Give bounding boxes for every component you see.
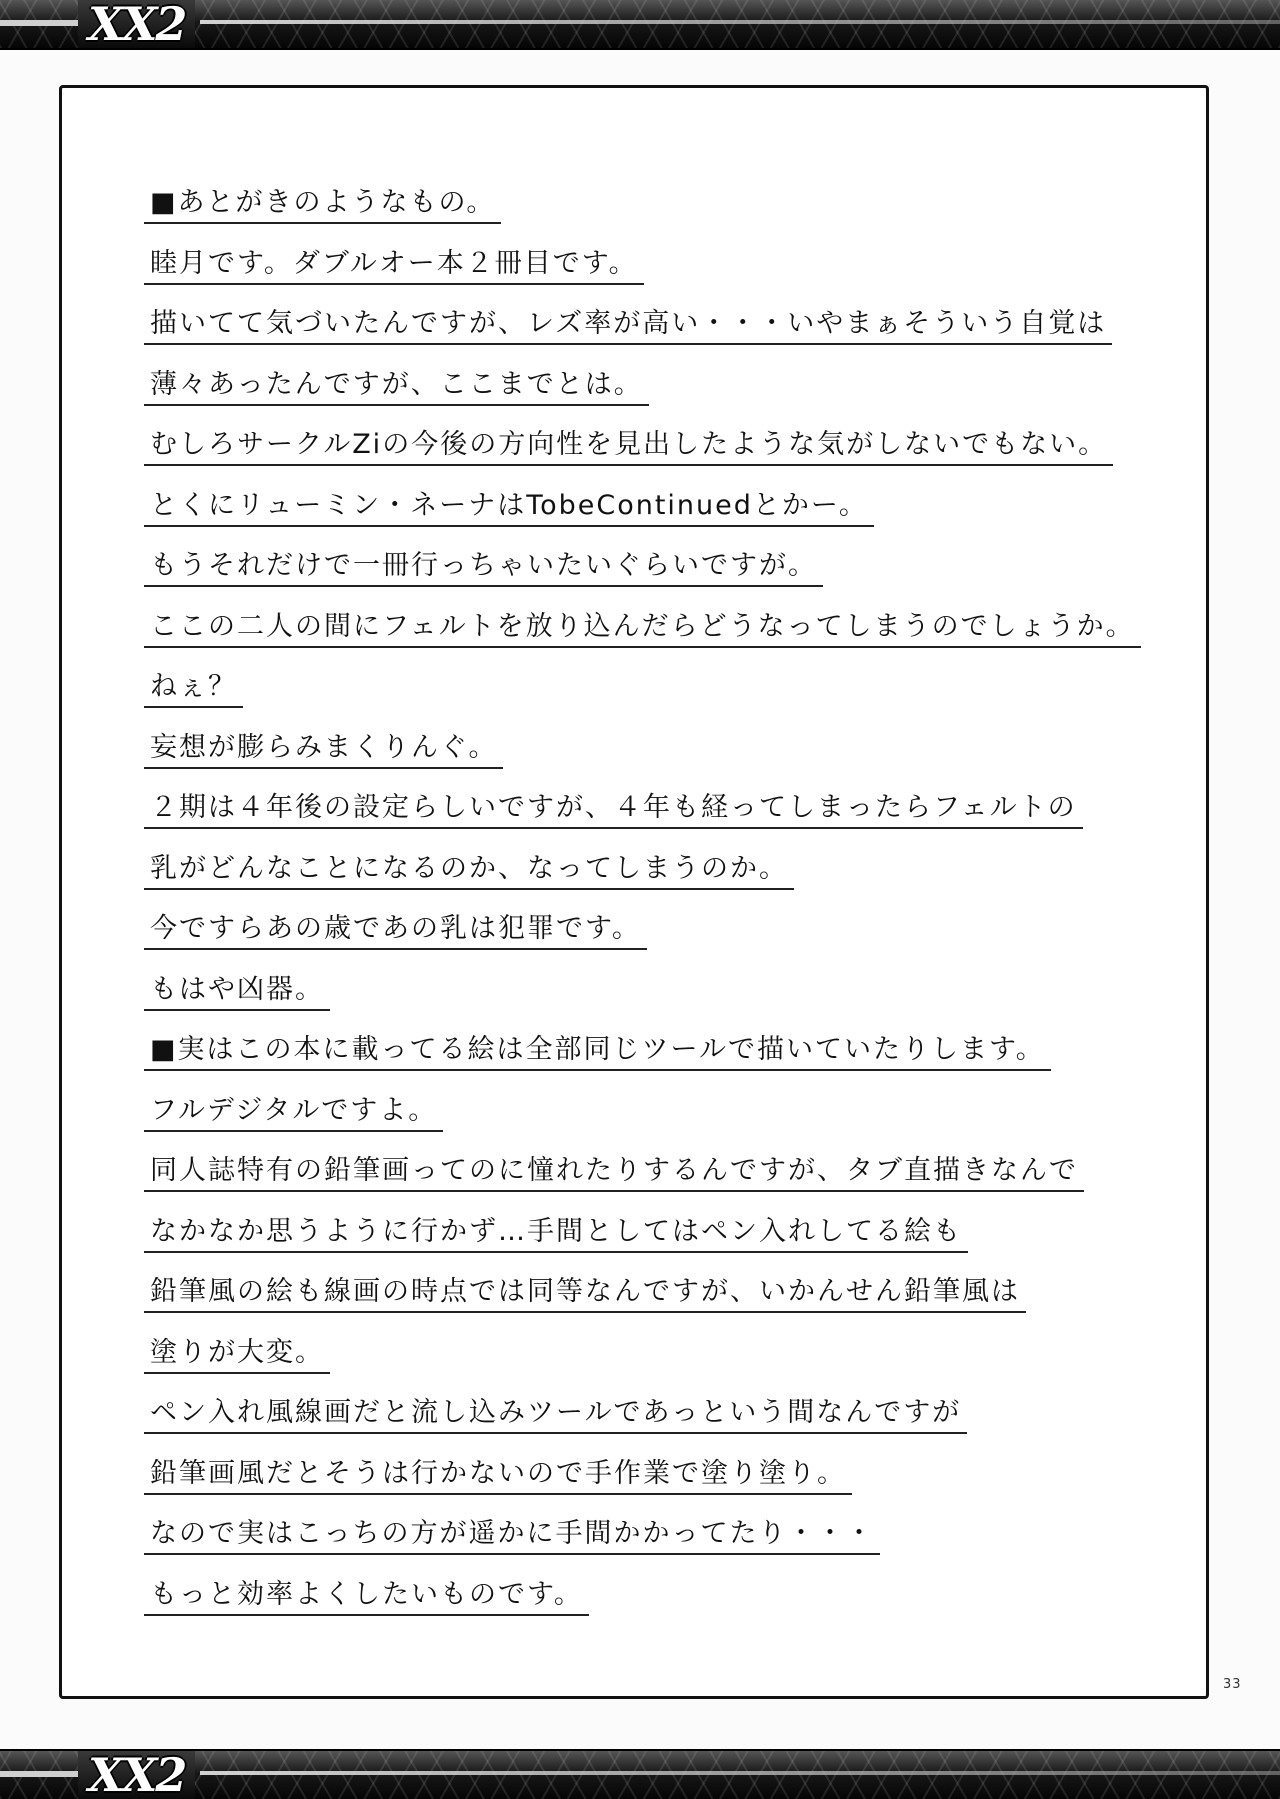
text-line: もうそれだけで一冊行っちゃいたいぐらいですが。 <box>144 549 1144 610</box>
page-number: 33 <box>1223 1677 1242 1692</box>
header-brand-logo: XX2 <box>78 0 195 48</box>
footer-stripe-left <box>0 1771 80 1777</box>
text-line: なかなか思うように行かず…手間としてはペン入れしてる絵も <box>144 1215 1144 1276</box>
header-stripe-right <box>200 20 1280 24</box>
text-line: ここの二人の間にフェルトを放り込んだらどうなってしまうのでしょうか。 <box>144 610 1144 671</box>
text-line: 乳がどんなことになるのか、なってしまうのか。 <box>144 852 1144 913</box>
footer-stripe-right <box>200 1771 1280 1775</box>
text-line: もっと効率よくしたいものです。 <box>144 1578 1144 1639</box>
text-line: ペン入れ風線画だと流し込みツールであっという間なんですが <box>144 1396 1144 1457</box>
footer-band <box>0 1749 1280 1799</box>
text-line: ■実はこの本に載ってる絵は全部同じツールで描いていたりします。 <box>144 1033 1144 1094</box>
text-line: ねぇ？ <box>144 670 1144 731</box>
text-line: 今ですらあの歳であの乳は犯罪です。 <box>144 912 1144 973</box>
header-band <box>0 0 1280 50</box>
footer-brand-logo: XX2 <box>78 1751 195 1799</box>
text-line: 同人誌特有の鉛筆画ってのに憧れたりするんですが、タブ直描きなんで <box>144 1154 1144 1215</box>
text-line: むしろサークルZiの今後の方向性を見出したような気がしないでもない。 <box>144 428 1144 489</box>
header-stripe-left <box>0 20 80 26</box>
text-line: 妄想が膨らみまくりんぐ。 <box>144 731 1144 792</box>
text-line: 描いてて気づいたんですが、レズ率が高い・・・いやまぁそういう自覚は <box>144 307 1144 368</box>
text-line: もはや凶器。 <box>144 973 1144 1034</box>
text-line: ２期は４年後の設定らしいですが、４年も経ってしまったらフェルトの <box>144 791 1144 852</box>
text-line: 鉛筆画風だとそうは行かないので手作業で塗り塗り。 <box>144 1457 1144 1518</box>
text-line: ■あとがきのようなもの。 <box>144 186 1144 247</box>
text-line: とくにリューミン・ネーナはTobeContinuedとかー。 <box>144 489 1144 550</box>
text-line: 鉛筆風の絵も線画の時点では同等なんですが、いかんせん鉛筆風は <box>144 1275 1144 1336</box>
text-line: 塗りが大変。 <box>144 1336 1144 1397</box>
afterword-text <box>144 186 1144 1638</box>
text-line: なので実はこっちの方が遥かに手間かかってたり・・・ <box>144 1517 1144 1578</box>
text-line: 睦月です。ダブルオー本２冊目です。 <box>144 247 1144 308</box>
text-line: 薄々あったんですが、ここまでとは。 <box>144 368 1144 429</box>
text-line: フルデジタルですよ。 <box>144 1094 1144 1155</box>
